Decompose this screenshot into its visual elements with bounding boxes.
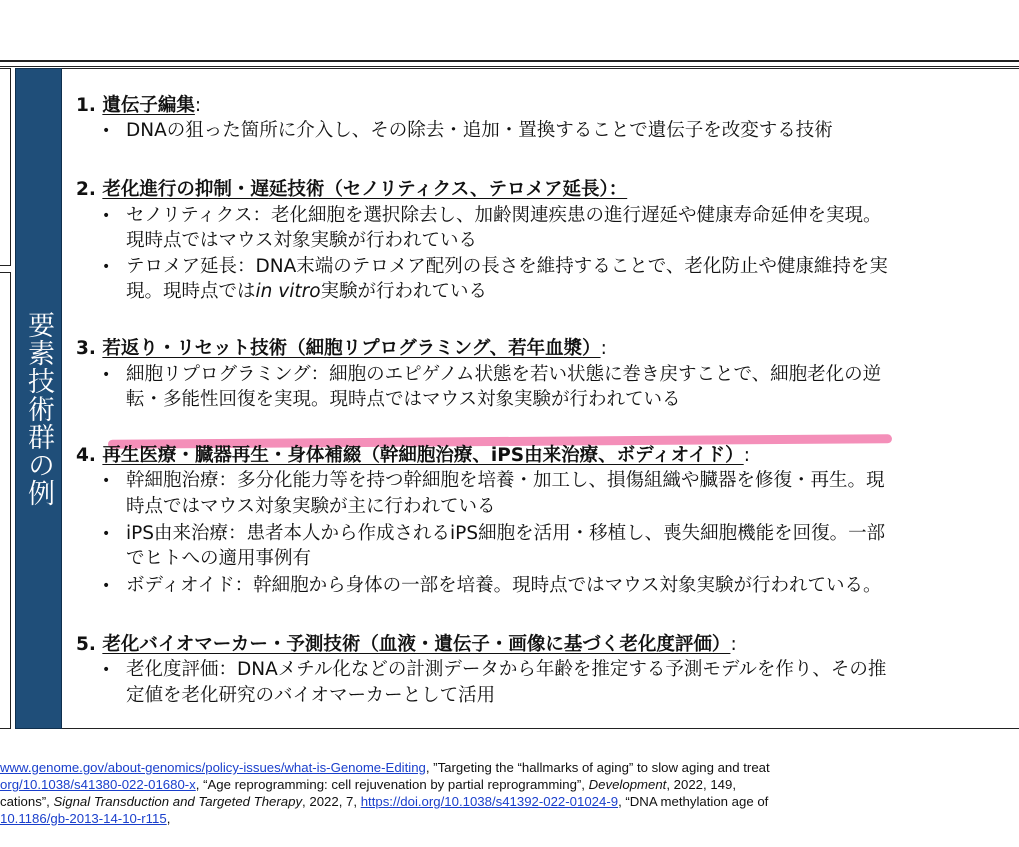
bullet-dot: • (102, 367, 111, 383)
side-label-panel (15, 68, 62, 729)
reference-line-4 (0, 810, 1019, 827)
reference-line-1 (0, 759, 1019, 776)
reference-text: , “Age reprogramming: cell rejuvenation by partial reprogramming”, (195, 777, 589, 792)
bullet-text-line-1: 細胞リプログラミング：細胞のエピゲノム状態を若い状態に巻き戻すことで、細胞老化の逆 (126, 364, 882, 385)
reference-link-s41380[interactable]: org/10.1038/s41380-022-01680-x (0, 777, 196, 792)
bullet-text-line-1: 老化度評価：DNAメチル化などの計測データから年齢を推定する予測モデルを作り、その推 (126, 659, 887, 680)
reference-text: , 2022, 149, (666, 777, 737, 792)
section-2-number: 2. (76, 179, 96, 200)
left-frame-lower (0, 272, 11, 729)
bullet-dot: • (102, 662, 111, 678)
section-4-number: 4. (76, 445, 96, 466)
bullet-text-line-1: ボディオイド：幹細胞から身体の一部を培養。現時点ではマウス対象実験が行われている。 (126, 575, 882, 596)
reference-text: cations”, (0, 794, 54, 809)
bullet-dot: • (102, 473, 111, 489)
in-vitro-italic: in vitro (255, 281, 321, 302)
bullet-text-line-2: 定値を老化研究のバイオマーカーとして活用 (126, 685, 496, 706)
section-1-heading (76, 91, 201, 117)
section-3-number: 3. (76, 338, 96, 359)
reference-text: , 2022, 7, (302, 794, 361, 809)
reference-journal: Signal Transduction and Targeted Therapy (53, 794, 303, 809)
section-5-heading (76, 630, 737, 656)
reference-link-genome[interactable]: www.genome.gov/about-genomics/policy-issues/what-is-Genome-Editing (0, 760, 426, 775)
section-2-heading (76, 175, 627, 201)
section-2-title: 老化進行の抑制・遅延技術（セノリティクス、テロメア延長）： (102, 179, 628, 200)
bullet-text: DNAの狙った箇所に介入し、その除去・追加・置換することで遺伝子を改変する技術 (126, 120, 833, 141)
section-3-title: 若返り・リセット技術（細胞リプログラミング、若年血漿） (102, 338, 601, 359)
reference-text: , ”Targeting the “hallmarks of aging” to slow aging and treat (425, 760, 770, 775)
section-1-number: 1. (76, 95, 96, 116)
section-1-title: 遺伝子編集 (102, 95, 195, 116)
bullet-dot: • (102, 578, 111, 594)
references (0, 759, 1019, 827)
left-frame-upper (0, 68, 11, 266)
section-5-number: 5. (76, 634, 96, 655)
bullet-text-line-2: 現時点ではマウス対象実験が行われている (126, 230, 477, 251)
bullet-text-line-2 (126, 279, 487, 305)
section-3-heading (76, 334, 607, 360)
reference-text: , “DNA methylation age of (618, 794, 769, 809)
bullet-dot: • (102, 526, 111, 542)
side-label: 要素技術群の例 (23, 311, 54, 507)
section-1-colon: : (194, 95, 202, 116)
bullet-text-line-2: 時点ではマウス対象実験が主に行われている (126, 496, 496, 517)
bullet-text-line-2: 転・多能性回復を実現。現時点ではマウス対象実験が行われている (126, 389, 681, 410)
bullet-text-part: 実験が行われている (320, 281, 488, 302)
reference-line-2 (0, 776, 1019, 793)
bullet-text-line-1: テロメア延長：DNA末端のテロメア配列の長さを維持することで、老化防止や健康維持を実 (126, 256, 888, 277)
reference-journal: Development (588, 777, 667, 792)
top-rule (0, 60, 1019, 62)
section-4-title: 再生医療・臓器再生・身体補綴（幹細胞治療、iPS由来治療、ボディオイド） (102, 445, 744, 466)
reference-text: , (166, 811, 171, 826)
section-4-heading (76, 441, 750, 467)
bullet-text-line-1: セノリティクス：老化細胞を選択除去し、加齢関連疾患の進行遅延や健康寿命延伸を実現。 (126, 205, 882, 226)
reference-link-s41392[interactable]: https://doi.org/10.1038/s41392-022-01024-9 (360, 794, 619, 809)
bullet-dot: • (102, 208, 111, 224)
bullet-text-line-2: でヒトへの適用事例有 (126, 548, 312, 569)
bullet-text-part: 現。現時点では (126, 281, 256, 302)
bullet-dot: • (102, 259, 111, 275)
bullet-dot: • (102, 123, 111, 139)
reference-link-gb[interactable]: 10.1186/gb-2013-14-10-r115 (0, 811, 167, 826)
bullet-text-line-1: iPS由来治療：患者本人から作成されるiPS細胞を活用・移植し、喪失細胞機能を回復。一部 (126, 523, 886, 544)
reference-line-3 (0, 793, 1019, 810)
section-5-title: 老化バイオマーカー・予測技術（血液・遺伝子・画像に基づく老化度評価） (102, 634, 731, 655)
bullet-text-line-1: 幹細胞治療：多分化能力等を持つ幹細胞を培養・加工し、損傷組織や臓器を修復・再生。現 (126, 470, 885, 491)
top-rule-inner (0, 66, 1019, 67)
section-5-colon: : (730, 634, 737, 655)
section-3-colon: : (600, 338, 607, 359)
section-4-colon: : (743, 445, 750, 466)
